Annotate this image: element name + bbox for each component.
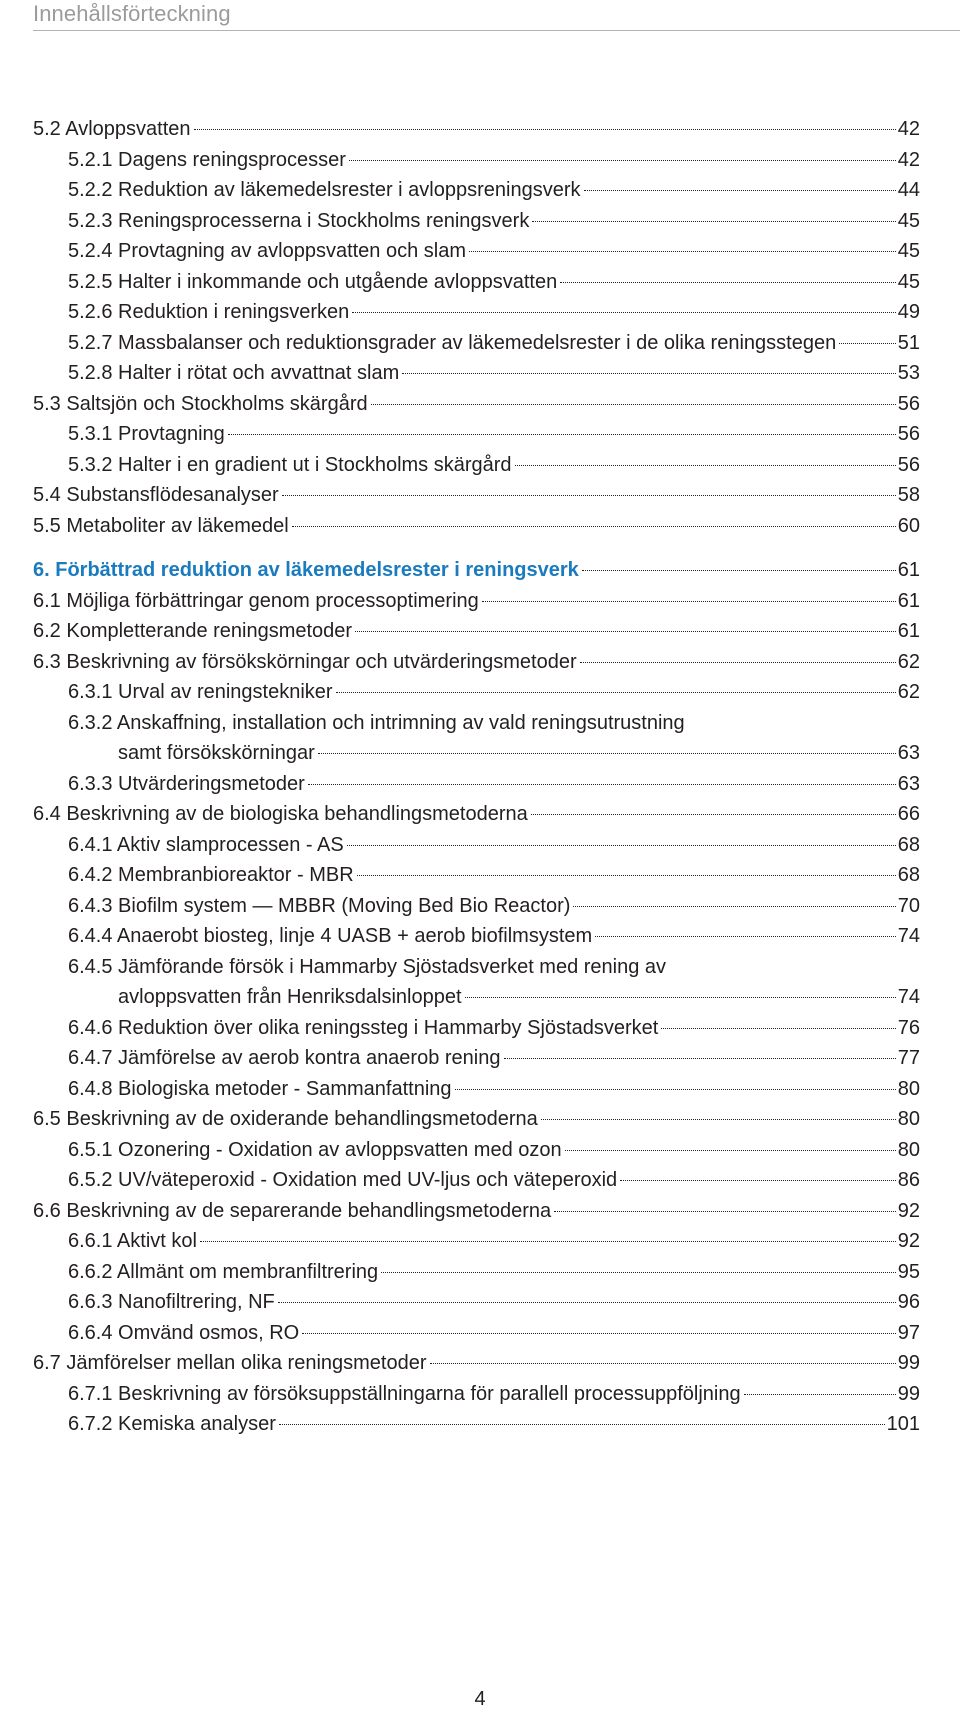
toc-entry[interactable] [68,295,920,329]
toc-chapter-entry[interactable] [33,553,920,587]
dot-leader [620,1180,896,1181]
toc-entry[interactable] [33,1346,920,1380]
toc-entry[interactable] [68,204,920,238]
dot-leader [200,1241,896,1242]
toc-entry-label: 6.4 Beskrivning av de biologiska behandlingsmetoderna [33,803,528,825]
dot-leader [381,1272,896,1273]
toc-entry[interactable] [68,1316,920,1350]
toc-entry[interactable] [68,1133,920,1167]
toc-entry[interactable] [68,1163,920,1197]
dot-leader [279,1424,885,1425]
toc-entry-page: 63 [897,742,920,764]
toc-entry-page: 80 [897,1138,920,1161]
toc-entry[interactable] [68,356,920,390]
dot-leader [430,1363,896,1364]
toc-entry-label: 6.5 Beskrivning av de oxiderande behandlingsmetoderna [33,1108,538,1130]
toc-entry[interactable] [68,1041,920,1075]
toc-entry-page: 80 [897,1077,920,1100]
toc-entry[interactable] [33,112,920,146]
page-header [33,0,960,31]
dot-leader [352,312,895,313]
dot-leader [308,784,896,785]
toc-entry[interactable] [33,645,920,679]
toc-entry-page: 60 [897,514,920,537]
toc-entry[interactable] [33,614,920,648]
dot-leader [336,692,896,693]
dot-leader [580,662,896,663]
toc-entry-label: 6.3.2 Anskaffning, installation och intrimning av vald reningsutrustning [68,711,685,734]
dot-leader [661,1028,895,1029]
dot-leader [504,1058,896,1059]
toc-entry-page: 92 [897,1230,920,1252]
page-number: 4 [474,1688,486,1710]
toc-entry[interactable] [68,675,920,709]
toc-entry-label: 5.2.2 Reduktion av läkemedelsrester i avloppsreningsverk [68,179,581,201]
dot-leader [278,1302,896,1303]
dot-leader [532,221,895,222]
dot-leader [554,1211,896,1212]
toc-entry[interactable] [33,797,920,831]
dot-leader [582,570,896,571]
toc-entry-page: 49 [897,301,920,323]
toc-entry-page: 76 [897,1016,920,1039]
dot-leader [318,753,896,754]
toc-entry-label: 5.3 Saltsjön och Stockholms skärgård [33,392,368,415]
toc-entry-page: 70 [897,894,920,917]
toc-entry[interactable] [118,736,920,770]
toc-entry-label: 6.4.7 Jämförelse av aerob kontra anaerob rening [68,1047,501,1069]
toc-entry-label: 6.1 Möjliga förbättringar genom processoptimering [33,589,479,612]
toc-entry-page: 58 [897,484,920,506]
toc-entry-page: 56 [897,453,920,476]
dot-leader [228,434,896,435]
toc-entry-page: 99 [897,1352,920,1374]
toc-entry[interactable] [118,980,920,1014]
toc-entry[interactable] [68,173,920,207]
dot-leader [541,1119,896,1120]
toc-entry-label: 5.3.2 Halter i en gradient ut i Stockholms skärgård [68,453,512,476]
toc-entry-label: 5.2.8 Halter i rötat och avvattnat slam [68,362,400,384]
dot-leader [292,526,896,527]
toc-entry[interactable] [33,509,920,543]
toc-entry-page: 74 [897,925,920,947]
dot-leader [371,404,896,405]
toc-entry-page: 63 [897,772,920,795]
toc-entry-page: 61 [897,620,920,642]
toc-entry-page: 97 [897,1321,920,1344]
toc-entry-label: samt försökskörningar [118,742,315,764]
toc-entry-label: 6.4.8 Biologiska metoder - Sammanfattning [68,1077,452,1100]
toc-entry-label: 5.5 Metaboliter av läkemedel [33,514,289,537]
dot-leader [595,936,896,937]
toc-entry-label: 6.4.5 Jämförande försök i Hammarby Sjöstadsverket med rening av [68,955,667,978]
toc-entry[interactable] [68,1072,920,1106]
toc-entry-label: 5.2.5 Halter i inkommande och utgående avloppsvatten [68,270,558,293]
dot-leader [194,129,896,130]
toc-entry[interactable] [68,828,920,862]
dot-leader [455,1089,896,1090]
toc-entry-page: 86 [897,1169,920,1191]
dot-leader [355,631,896,632]
toc-entry[interactable] [68,1255,920,1289]
toc-entry-page: 101 [886,1413,920,1435]
toc-entry[interactable] [68,417,920,451]
toc-entry-label: 5.2 Avloppsvatten [33,118,191,140]
dot-leader [282,495,896,496]
dot-leader [515,465,896,466]
toc-entry-label: 6.6.1 Aktivt kol [68,1230,197,1252]
toc-entry[interactable] [68,767,920,801]
toc-entry[interactable] [68,326,920,360]
toc-entry-page: 92 [897,1199,920,1222]
toc-entry-page: 95 [897,1260,920,1283]
dot-leader [565,1150,896,1151]
toc-entry-page: 45 [897,270,920,293]
toc-entry-page: 68 [897,833,920,856]
dot-leader [531,814,896,815]
dot-leader [347,845,896,846]
toc-entry-label: 6.6.3 Nanofiltrering, NF [68,1291,275,1313]
dot-leader [573,906,895,907]
dot-leader [349,160,896,161]
toc-entry-label: 5.4 Substansflödesanalyser [33,484,279,506]
toc-entry-page: 61 [897,589,920,612]
toc-entry[interactable] [68,1224,920,1258]
toc-entry-label: 6.6.4 Omvänd osmos, RO [68,1321,300,1344]
dot-leader [469,251,896,252]
toc-entry-label: 5.2.3 Reningsprocesserna i Stockholms reningsverk [68,209,530,232]
toc-entry-label: 5.2.1 Dagens reningsprocesser [68,148,346,171]
dot-leader [560,282,896,283]
toc-entry-label: 5.2.4 Provtagning av avloppsvatten och slam [68,240,467,262]
toc-entry-page: 42 [897,118,920,140]
dot-leader [482,601,896,602]
toc-entry-label: 6.5.1 Ozonering - Oxidation av avloppsvatten med ozon [68,1138,562,1161]
toc-entry[interactable] [68,1377,920,1411]
toc-entry-page: 66 [897,803,920,825]
toc-entry-page: 42 [897,148,920,171]
header-title: Innehållsförteckning [33,1,231,26]
toc-entry-label: 6.7.1 Beskrivning av försöksuppställningarna för parallell processuppföljning [68,1382,741,1405]
dot-leader [302,1333,896,1334]
toc-entry[interactable] [68,234,920,268]
toc-entry[interactable] [68,448,920,482]
toc-entry-label: 5.2.6 Reduktion i reningsverken [68,301,350,323]
toc-entry-label: 6.3.3 Utvärderingsmetoder [68,772,305,795]
toc-entry-page: 68 [897,864,920,886]
toc-entry-page: 51 [897,331,920,354]
toc-entry-label: 6.4.2 Membranbioreaktor - MBR [68,864,354,886]
toc-entry-page: 53 [897,362,920,384]
toc-entry-page: 80 [897,1108,920,1130]
toc-entry-page: 44 [897,179,920,201]
toc-entry[interactable] [68,1285,920,1319]
toc-entry[interactable] [68,1407,920,1441]
toc-entry-page: 96 [897,1291,920,1313]
toc-entry-page: 61 [897,559,920,581]
toc-entry[interactable] [33,1194,920,1228]
toc-entry-page: 74 [897,986,920,1008]
toc-entry-label: 6.4.3 Biofilm system — MBBR (Moving Bed Bio Reactor) [68,894,571,917]
toc-entry-label: 6.4.6 Reduktion över olika reningssteg i Hammarby Sjöstadsverket [68,1016,659,1039]
toc-entry-label: 6.6 Beskrivning av de separerande behandlingsmetoderna [33,1199,552,1222]
toc-entry[interactable] [68,265,920,299]
toc-entry[interactable] [68,143,920,177]
dot-leader [584,190,896,191]
toc-entry-page: 45 [897,240,920,262]
dot-leader [744,1394,896,1395]
toc-entry-page: 99 [897,1382,920,1405]
toc-entry[interactable] [33,584,920,618]
toc-entry-label: 6.3.1 Urval av reningstekniker [68,681,333,703]
dot-leader [402,373,895,374]
dot-leader [357,875,896,876]
toc-entry-label: 5.3.1 Provtagning [68,423,225,445]
toc-entry-page: 45 [897,209,920,232]
dot-leader [465,997,896,998]
toc-entry-label: 5.2.7 Massbalanser och reduktionsgrader av läkemedelsrester i de olika reningsstegen [68,331,837,354]
toc-entry-page: 56 [897,392,920,415]
toc-entry[interactable] [33,1102,920,1136]
toc-entry[interactable] [68,950,666,984]
toc-entry-label: 6.5.2 UV/väteperoxid - Oxidation med UV-ljus och väteperoxid [68,1169,618,1191]
toc-entry-label: 6.4.1 Aktiv slamprocessen - AS [68,833,344,856]
toc-entry-page: 77 [897,1047,920,1069]
toc-entry-label: 6.7.2 Kemiska analyser [68,1413,276,1435]
toc-entry[interactable] [33,478,920,512]
dot-leader [839,343,896,344]
toc-entry-page: 62 [897,681,920,703]
toc-entry[interactable] [68,706,685,740]
toc-entry[interactable] [68,919,920,953]
toc-entry-page: 56 [897,423,920,445]
toc-entry-label: 6.2 Kompletterande reningsmetoder [33,620,353,642]
toc-entry[interactable] [68,1011,920,1045]
toc-entry[interactable] [33,387,920,421]
toc-entry-label: avloppsvatten från Henriksdalsinloppet [118,986,462,1008]
toc-entry-page: 62 [897,650,920,673]
toc-entry[interactable] [68,889,920,923]
toc-entry-label: 6. Förbättrad reduktion av läkemedelsrester i reningsverk [33,559,579,581]
toc-entry-label: 6.3 Beskrivning av försökskörningar och utvärderingsmetoder [33,650,577,673]
toc-entry[interactable] [68,858,920,892]
toc-entry-label: 6.7 Jämförelser mellan olika reningsmetoder [33,1352,427,1374]
toc-entry-label: 6.4.4 Anaerobt biosteg, linje 4 UASB + aerob biofilmsystem [68,925,593,947]
toc-entry-label: 6.6.2 Allmänt om membranfiltrering [68,1260,379,1283]
